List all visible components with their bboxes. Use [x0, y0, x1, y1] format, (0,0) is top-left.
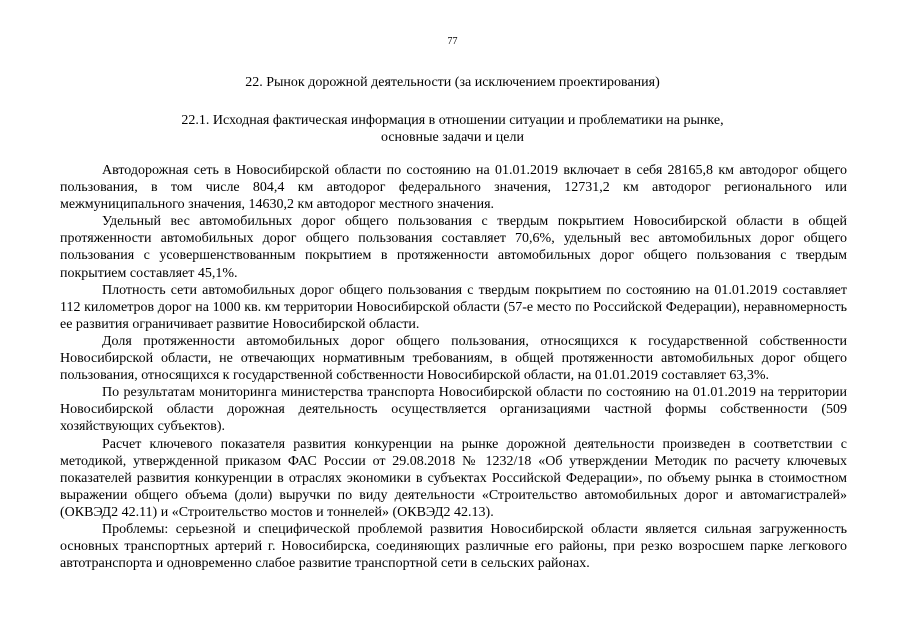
paragraph-road-network: Автодорожная сеть в Новосибирской области по состоянию на 01.01.2019 включает в себя 28165,8 км автодорог общего пользования, в том числе 804,4 км автодорог федерального значения, 12731,2 км автодорог регионального или межмуниципального значения, 14630,2 км автодорог местного значения.: [60, 163, 847, 213]
paragraph-road-density: Плотность сети автомобильных дорог общего пользования с твердым покрытием по состоянию на 01.01.2019 составляет 112 километров дорог на 1000 кв. км территории Новосибирской области (57-е место по Российской Федерации), неравномерность ее развития ограничивает развитие Новосибирской области.: [60, 282, 847, 332]
paragraph-hard-surface-share: Удельный вес автомобильных дорог общего пользования с твердым покрытием Новосибирской области в общей протяженности автомобильных дорог общего пользования составляет 70,6%, удельный вес автомобильных дорог общего пользования с усовершенствованным покрытием в протяженности автомобильных дорог общего пользования с твердым покрытием составляет 45,1%.: [60, 214, 847, 281]
subsection-title: [0, 112, 905, 146]
paragraph-monitoring-results: По результатам мониторинга министерства транспорта Новосибирской области по состоянию на 01.01.2019 на территории Новосибирской области дорожная деятельность осуществляется организациями частной формы собственности (509 хозяйствующих субъектов).: [60, 385, 847, 435]
paragraph-key-indicator: Расчет ключевого показателя развития конкуренции на рынке дорожной деятельности произведен в соответствии с методикой, утвержденной приказом ФАС России от 29.08.2018 № 1232/18 «Об утверждении Методик по расчету ключевых показателей развития конкуренции в отраслях экономики в субъектах Российской Федерации», по объему рынка в стоимостном выражении общего объема (доли) выручки по виду деятельности «Строительство автомобильных дорог и автомагистралей» (ОКВЭД2 42.11) и «Строительство мостов и тоннелей» (ОКВЭД2 42.13).: [60, 436, 847, 520]
subsection-title-line-1: 22.1. Исходная фактическая информация в отношении ситуации и проблематики на рынке,: [181, 113, 724, 128]
subsection-title-line-2: основные задачи и цели: [380, 130, 524, 145]
paragraph-non-compliant-roads: Доля протяженности автомобильных дорог общего пользования, относящихся к государственной собственности Новосибирской области, не отвечающих нормативным требованиям, в общей протяженности автомобильных дорог общего пользования, относящихся к государственной собственности Новосибирской области, на 01.01.2019 составляет 63,3%.: [60, 333, 847, 384]
section-title: 22. Рынок дорожной деятельности (за исключением проектирования): [245, 75, 660, 90]
body-text: [60, 162, 847, 572]
page-number: 77: [447, 36, 458, 47]
paragraph-problems: Проблемы: серьезной и специфической проблемой развития Новосибирской области является сильная загруженность основных транспортных артерий г. Новосибирска, соединяющих различные его районы, при резко возросшем парке легкового автотранспорта и одновременно слабое развитие транспортной сети в сельских районах.: [60, 521, 847, 572]
